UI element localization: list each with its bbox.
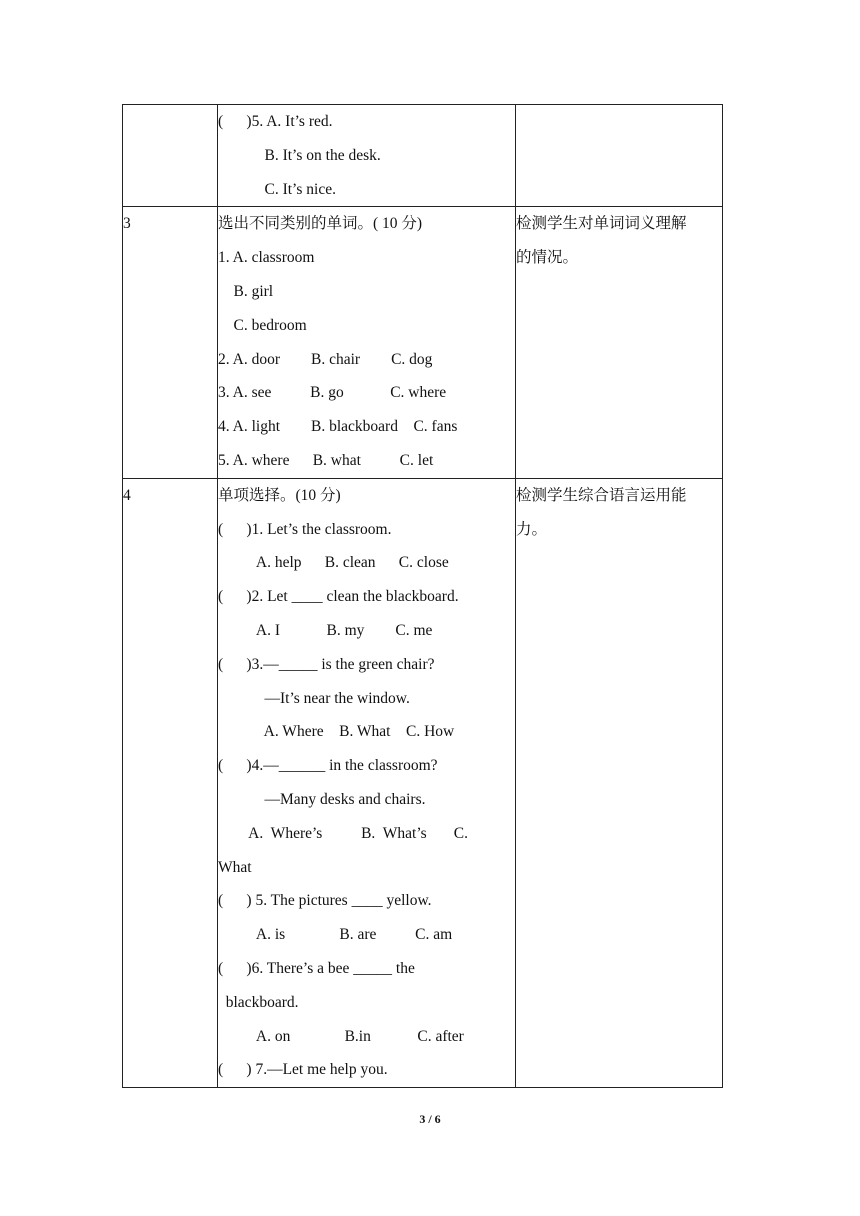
section-heading: 选出不同类别的单词。( 10 分) [218, 215, 423, 233]
purpose-note-line: 的情况。 [516, 249, 579, 267]
section-heading: 单项选择。(10 分) [218, 486, 341, 504]
purpose-note-cell [516, 207, 723, 478]
question-content-cell [218, 207, 516, 478]
section-number: 4 [123, 486, 131, 504]
option-line: A. is B. are C. am [218, 926, 453, 944]
purpose-note-line: 检测学生对单词词义理解 [516, 215, 687, 233]
question-line: ( )4.—______ in the classroom? [218, 757, 438, 775]
question-line: ( )6. There’s a bee _____ the [218, 959, 415, 977]
question-line: ( )3.—_____ is the green chair? [218, 655, 435, 673]
row-number-cell [123, 478, 218, 1087]
question-line: ( ) 5. The pictures ____ yellow. [218, 892, 432, 910]
purpose-note-line: 力。 [516, 520, 548, 538]
exam-table [122, 104, 723, 1088]
option-line-wrap: What [218, 858, 252, 876]
option-line: A. Where’s B. What’s C. [218, 824, 468, 842]
option-line: C. It’s nice. [218, 180, 336, 198]
question-line: ( )1. Let’s the classroom. [218, 520, 392, 538]
purpose-note-line: 检测学生综合语言运用能 [516, 486, 687, 504]
question-line-wrap: blackboard. [218, 993, 299, 1011]
option-line: A. help B. clean C. close [218, 554, 449, 572]
purpose-note-cell [516, 478, 723, 1087]
question-line: 4. A. light B. blackboard C. fans [218, 418, 458, 436]
question-content-cell [218, 478, 516, 1087]
purpose-note-cell [516, 105, 723, 207]
option-line: C. bedroom [218, 316, 307, 334]
option-line: B. It’s on the desk. [218, 146, 381, 164]
row-number-cell [123, 207, 218, 478]
question-line: ( ) 7.—Let me help you. [218, 1061, 388, 1079]
table-row-section-3 [123, 207, 723, 478]
question-line: 1. A. classroom [218, 249, 315, 267]
question-line: ( )2. Let ____ clean the blackboard. [218, 588, 459, 606]
dialogue-line: —It’s near the window. [218, 689, 410, 707]
question-line: 2. A. door B. chair C. dog [218, 350, 433, 368]
row-number-cell [123, 105, 218, 207]
question-content-cell [218, 105, 516, 207]
option-line: A. I B. my C. me [218, 621, 433, 639]
option-line: A. Where B. What C. How [218, 723, 455, 741]
question-line: 5. A. where B. what C. let [218, 451, 434, 469]
question-line: ( )5. A. It’s red. [218, 113, 333, 130]
page-number: 3 / 6 [419, 1112, 441, 1126]
section-number: 3 [123, 215, 131, 233]
option-line: B. girl [218, 282, 274, 300]
dialogue-line: —Many desks and chairs. [218, 790, 426, 808]
question-line: 3. A. see B. go C. where [218, 384, 447, 402]
table-row-section-4 [123, 478, 723, 1087]
option-line: A. on B.in C. after [218, 1027, 464, 1045]
table-row-question-5-continued [123, 105, 723, 207]
